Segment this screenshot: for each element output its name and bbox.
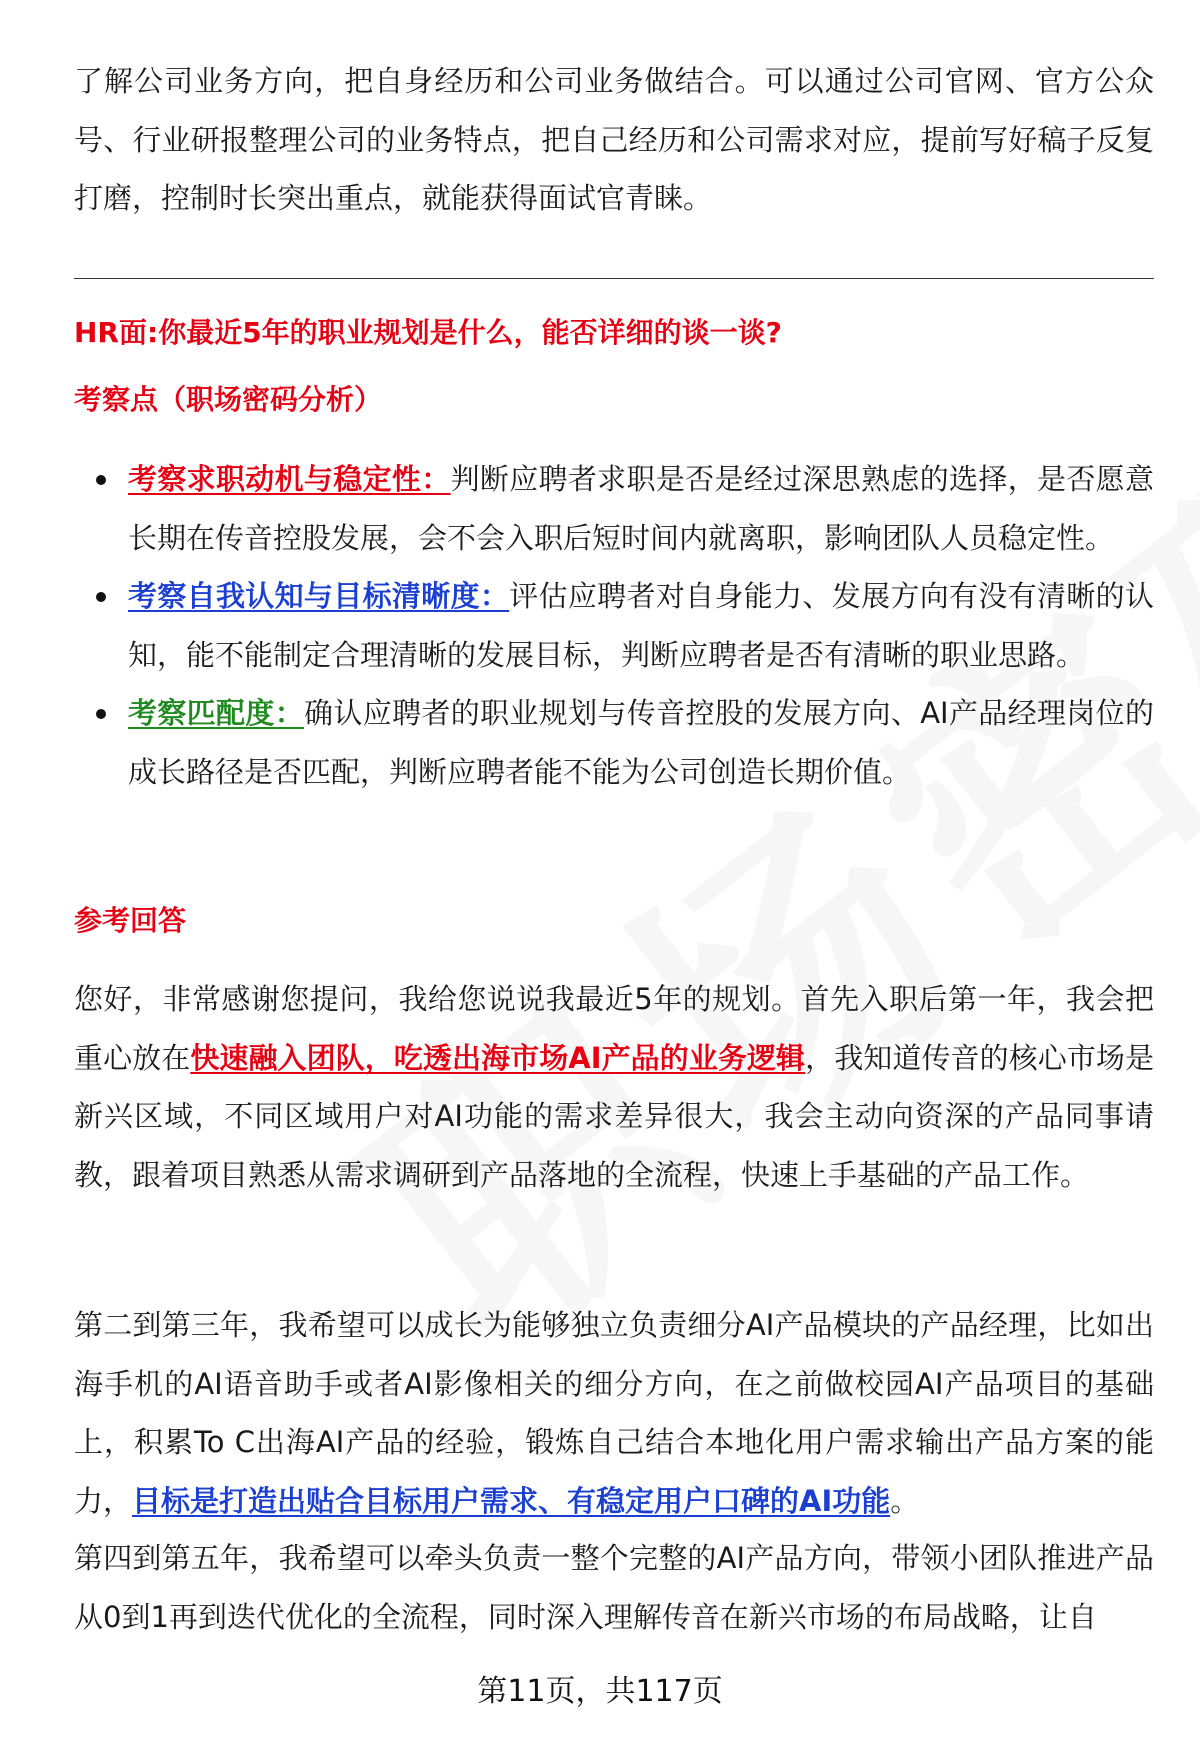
bullet-item: [74, 684, 1154, 801]
bullet-dot-icon: [96, 709, 106, 719]
bullet-item: [74, 450, 1154, 567]
section-divider: [74, 278, 1154, 279]
answer-paragraph-3: 第四到第五年，我希望可以牵头负责一整个完整的AI产品方向，带领小团队推进产品从0到1再到迭代优化的全流程，同时深入理解传音在新兴市场的布局战略，让自: [74, 1541, 1154, 1634]
answer-text: 第二到第三年，我希望可以成长为能够独立负责细分AI产品模块的产品经理，比如出海手机的AI语音助手或者AI影像相关的细分方向，在之前做校园AI产品项目的基础上，积累To C出海AI产品的经验，锻炼自己结合本地化用户需求输出产品方案的能力，: [74, 1308, 1154, 1518]
bullet-text: 判断应聘者求职是否是经过深思熟虑的选择，是否愿意长期在传音控股发展，会不会入职后短时间内就离职，影响团队人员稳定性。: [128, 462, 1154, 555]
bullet-keyword: 考察自我认知与目标清晰度：: [128, 579, 510, 613]
check-points-list: [74, 450, 1154, 801]
bullet-text: 确认应聘者的职业规划与传音控股的发展方向、AI产品经理岗位的成长路径是否匹配，判断应聘者能不能为公司创造长期价值。: [128, 696, 1154, 789]
answer-text: ，我知道传音的核心市场是新兴区域，不同区域用户对AI功能的需求差异很大，我会主动向资深的产品同事请教，跟着项目熟悉从需求调研到产品落地的全流程，快速上手基础的产品工作。: [74, 1040, 1154, 1192]
answer-text: 您好，非常感谢您提问，我给您说说我最近5年的规划。首先入职后第一年，我会把重心放在: [74, 982, 1154, 1075]
check-points-heading: 考察点（职场密码分析）: [74, 383, 383, 416]
bullet-item: [74, 567, 1154, 684]
bullet-keyword: 考察求职动机与稳定性：: [128, 462, 451, 496]
bullet-keyword: 考察匹配度：: [128, 696, 305, 730]
answer-highlight: 目标是打造出贴合目标用户需求、有稳定用户口碑的AI功能: [132, 1483, 891, 1518]
intro-paragraph: 了解公司业务方向，把自身经历和公司业务做结合。可以通过公司官网、官方公众号、行业研报整理公司的业务特点，把自己经历和公司需求对应，提前写好稿子反复打磨，控制时长突出重点，就能获得面试官青睐。: [74, 64, 1154, 215]
bullet-dot-icon: [96, 475, 106, 485]
bullet-dot-icon: [96, 592, 106, 602]
answer-paragraph-1: [74, 970, 1154, 1204]
answer-paragraph-2: [74, 1296, 1154, 1530]
reference-answer-heading: 参考回答: [74, 904, 187, 937]
bullet-text: 评估应聘者对自身能力、发展方向有没有清晰的认知，能不能制定合理清晰的发展目标，判断应聘者是否有清晰的职业思路。: [128, 579, 1154, 672]
answer-highlight: 快速融入团队，吃透出海市场AI产品的业务逻辑: [190, 1040, 806, 1075]
question-heading: HR面:你最近5年的职业规划是什么，能否详细的谈一谈?: [74, 316, 782, 349]
answer-text: 。: [890, 1483, 920, 1518]
page-footer: 第11页，共117页: [477, 1674, 723, 1709]
